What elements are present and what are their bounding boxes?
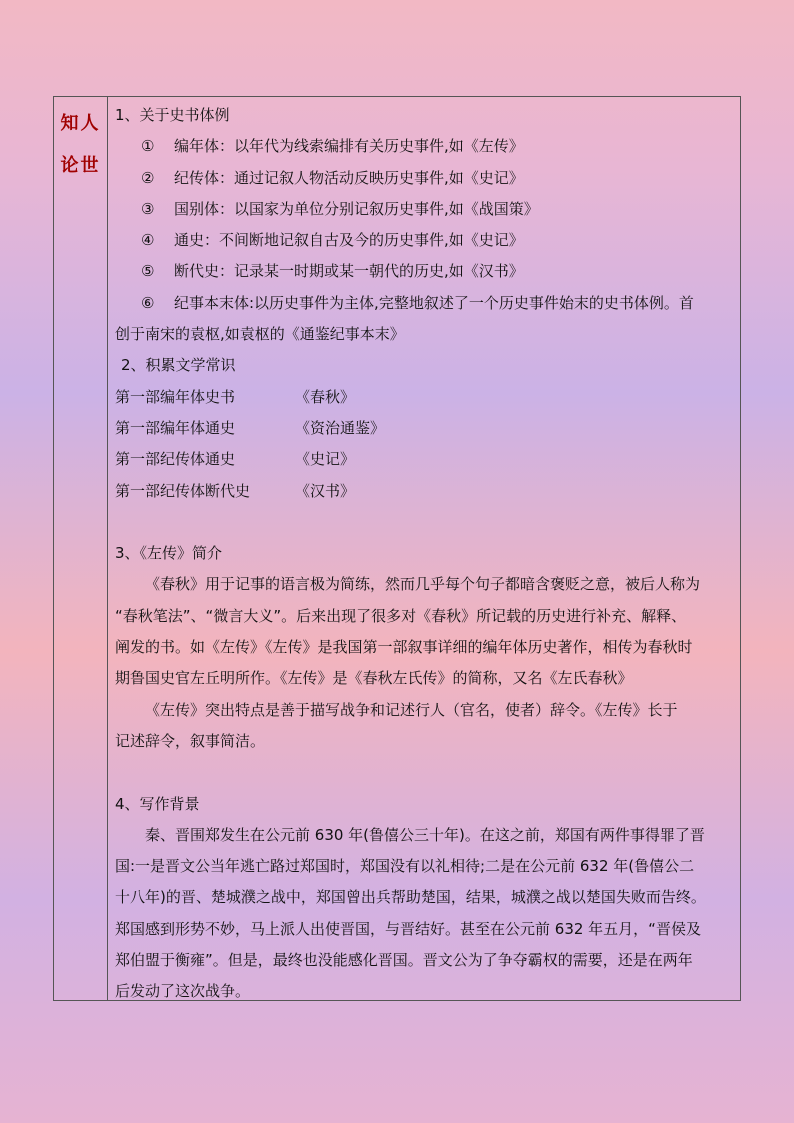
item-number: ③: [141, 199, 155, 218]
section1-heading: 1、关于史书体例: [115, 106, 230, 124]
item-text: 纪传体：通过记叙人物活动反映历史事件,如《史记》: [174, 168, 524, 187]
fact-value: 《春秋》: [295, 387, 356, 406]
literature-fact-row: [115, 444, 736, 475]
paragraph-line: 国:一是晋文公当年逃亡路过郑国时，郑国没有以礼相待;二是在公元前 632 年(鲁僖公二: [115, 857, 695, 876]
genre-item: [115, 288, 736, 319]
item-text: 编年体：以年代为线索编排有关历史事件,如《左传》: [174, 137, 524, 156]
literature-fact-row: [115, 476, 736, 507]
genre-item-continuation: 创于南宋的袁枢,如袁枢的《通鉴纪事本末》: [115, 325, 405, 344]
item-number: ④: [141, 231, 155, 250]
paragraph-line: 阐发的书。如《左传》《左传》是我国第一部叙事详细的编年体历史著作，相传为春秋时: [115, 638, 693, 657]
fact-value: 《资治通鉴》: [295, 418, 386, 437]
genre-item: [115, 256, 736, 287]
item-number: ①: [141, 137, 155, 156]
fact-label: 第一部纪传体通史: [115, 450, 236, 469]
section2-heading: 2、积累文学常识: [121, 356, 236, 375]
paragraph-line: 秦、晋围郑发生在公元前 630 年(鲁僖公三十年)。在这之前，郑国有两件事得罪了晋: [145, 825, 705, 844]
paragraph-line: “春秋笔法”、“微言大义”。后来出现了很多对《春秋》所记载的历史进行补充、解释、: [115, 606, 687, 625]
genre-item: [115, 131, 736, 162]
genre-item: [115, 163, 736, 194]
spacer: [115, 757, 736, 788]
spacer: [115, 507, 736, 538]
paragraph-line: 《春秋》用于记事的语言极为简练，然而几乎每个句子都暗含褒贬之意，被后人称为: [145, 575, 701, 594]
paragraph-line: 郑伯盟于衡雍”。但是，最终也没能感化晋国。晋文公为了争夺霸权的需要，还是在两年: [115, 951, 693, 970]
item-number: ⑤: [141, 262, 155, 281]
fact-label: 第一部编年体史书: [115, 387, 236, 406]
paragraph-line: 期鲁国史官左丘明所作。《左传》是《春秋左氏传》的简称，又名《左氏春秋》: [115, 669, 633, 688]
paragraph-line: 记述辞令，叙事简洁。: [115, 731, 266, 750]
section3-heading: 3、《左传》简介: [115, 544, 223, 563]
side-title-line-2: 论世: [60, 155, 101, 176]
genre-item: [115, 225, 736, 256]
genre-item: [115, 194, 736, 225]
fact-label: 第一部纪传体断代史: [115, 481, 251, 500]
item-number: ⑥: [141, 293, 155, 312]
paragraph-line: 郑国感到形势不妙，马上派人出使晋国，与晋结好。甚至在公元前 632 年五月，“晋侯及: [115, 919, 701, 938]
side-title-line-1: 知人: [60, 113, 101, 134]
main-content-cell: [108, 97, 740, 1000]
content-table: [53, 96, 741, 1001]
item-text: 断代史：记录某一时期或某一朝代的历史,如《汉书》: [174, 262, 524, 281]
item-text: 通史：不间断地记叙自古及今的历史事件,如《史记》: [174, 231, 524, 250]
literature-fact-row: [115, 382, 736, 413]
fact-value: 《史记》: [295, 450, 356, 469]
paragraph-line: 《左传》突出特点是善于描写战争和记述行人（官名，使者）辞令。《左传》长于: [145, 700, 678, 719]
section4-heading: 4、写作背景: [115, 794, 200, 813]
item-number: ②: [141, 168, 155, 187]
side-title-cell: [54, 97, 108, 1000]
fact-value: 《汉书》: [295, 481, 356, 500]
literature-fact-row: [115, 413, 736, 444]
item-text: 纪事本末体:以历史事件为主体,完整地叙述了一个历史事件始末的史书体例。首: [174, 293, 694, 312]
item-text: 国别体：以国家为单位分别记叙历史事件,如《战国策》: [174, 199, 539, 218]
fact-label: 第一部编年体通史: [115, 418, 236, 437]
paragraph-line: 十八年)的晋、楚城濮之战中，郑国曾出兵帮助楚国，结果，城濮之战以楚国失败而告终。: [115, 888, 706, 907]
paragraph-line: 后发动了这次战争。: [115, 982, 251, 1001]
